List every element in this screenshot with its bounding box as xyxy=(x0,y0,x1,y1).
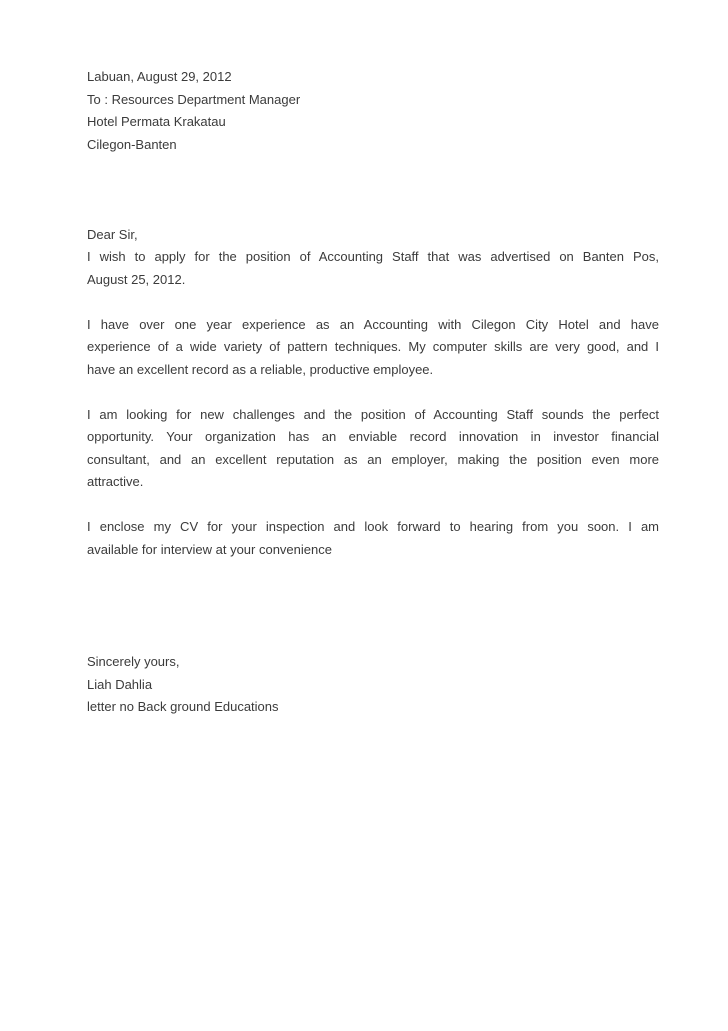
closing-phrase: Sincerely yours, xyxy=(87,654,180,669)
paragraph-line: attractive. xyxy=(87,474,144,489)
paragraph-line: opportunity. Your organization has an enviable record innovation in investor financial xyxy=(87,429,659,444)
signature-name: Liah Dahlia xyxy=(87,676,153,692)
paragraph-line: I have over one year experience as an Accounting with Cilegon City Hotel and have xyxy=(87,316,659,332)
body-paragraph-intro xyxy=(87,246,659,291)
recipient-line-city: Cilegon-Banten xyxy=(87,136,177,152)
body-paragraph-experience xyxy=(87,314,659,382)
paragraph-line: I am looking for new challenges and the position of Accounting Staff sounds the perfect xyxy=(87,406,659,422)
salutation: Dear Sir, xyxy=(87,226,138,242)
paragraph-line: experience of a wide variety of pattern techniques. My computer skills are very good, and I xyxy=(87,339,659,354)
recipient-line-to: To : Resources Department Manager xyxy=(87,91,301,107)
paragraph-line: consultant, and an excellent reputation as an employer, making the position even more xyxy=(87,451,659,467)
date-line: Labuan, August 29, 2012 xyxy=(87,69,232,84)
recipient-line-company: Hotel Permata Krakatau xyxy=(87,114,226,129)
body-paragraph-enclosure xyxy=(87,516,659,561)
body-paragraph-motivation xyxy=(87,404,659,494)
paragraph-line: have an excellent record as a reliable, productive employee. xyxy=(87,361,434,377)
recipient-address-block xyxy=(87,89,659,157)
paragraph-line: I enclose my CV for your inspection and look forward to hearing from you soon. I am xyxy=(87,519,659,534)
paragraph-line: I wish to apply for the position of Accounting Staff that was advertised on Banten Pos, xyxy=(87,249,659,264)
paragraph-line: August 25, 2012. xyxy=(87,271,186,287)
paragraph-line: available for interview at your convenience xyxy=(87,541,332,557)
note-line: letter no Back ground Educations xyxy=(87,699,279,714)
